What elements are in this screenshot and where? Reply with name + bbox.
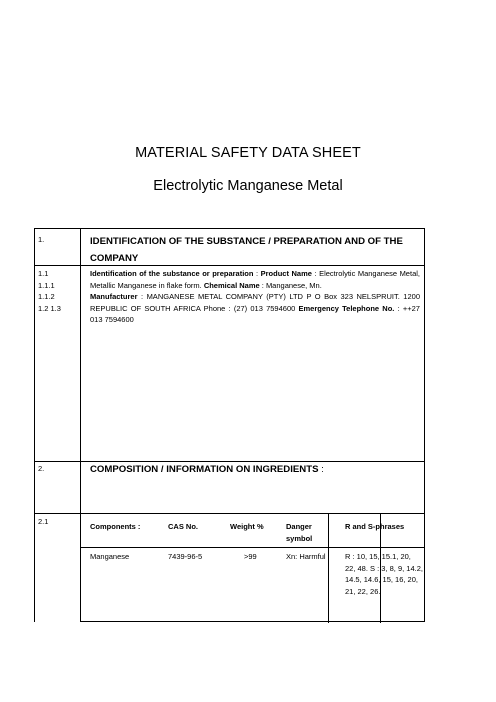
section-1-number: 1. bbox=[38, 235, 45, 244]
column-header-weight: Weight % bbox=[230, 522, 264, 531]
section-2-number: 2. bbox=[38, 464, 45, 473]
emergency-telephone-value: ++27 013 7594600 bbox=[90, 303, 420, 324]
manufacturer-label: Manufacturer bbox=[90, 292, 138, 301]
section-2-heading-suffix: : bbox=[321, 464, 324, 475]
document-subtitle: Electrolytic Manganese Metal bbox=[153, 178, 343, 194]
chemical-name-label: Chemical Name bbox=[203, 280, 260, 290]
manufacturer-value: MANGANESE METAL COMPANY (PTY) LTD P O Box 323 NELSPRUIT. 1200 REPUBLIC OF SOUTH AFRICA Phone : (27) 013 7594600 bbox=[90, 292, 420, 313]
subsection-2-1-number: 2.1 bbox=[38, 517, 49, 526]
section-1-divider bbox=[35, 265, 424, 266]
identification-label: Identification of the substance or preparation bbox=[90, 269, 254, 278]
subsection-number: 1.1.1 bbox=[38, 280, 55, 290]
section-1-body: Identification of the substance or preparation : Product Name : Electrolytic Manganese Metal, Metallic Manganese in flake form. Chemical Name : Manganese, Mn. Manufacturer : MANGANESE METAL COMPANY (PTY) LTD P O Box 323 NELSPRUIT. 1200 REPUBLIC OF SOUTH AFRICA Phone : (27) 013 7594600 Emergency Telephone No. : ++27 013 7594600 bbox=[90, 269, 420, 324]
msds-table bbox=[34, 228, 425, 622]
product-name-label: Product Name bbox=[260, 269, 312, 278]
subsection-number: 1.1 bbox=[38, 269, 49, 278]
column-header-phrases: R and S-phrases bbox=[345, 522, 405, 531]
section-1-heading: IDENTIFICATION OF THE SUBSTANCE / PREPARATION AND OF THE COMPANY bbox=[90, 236, 403, 264]
components-bottom-divider bbox=[80, 621, 425, 622]
column-header-danger: Danger symbol bbox=[286, 522, 313, 543]
cell-phrases: R : 10, 15, 15.1, 20, 22, 48. S : 3, 8, 9, 14.2, 14.5, 14.6, 15, 16, 20, 21, 22, 26. bbox=[345, 552, 423, 596]
components-table bbox=[80, 513, 425, 623]
subsection-number: 1.1.2 bbox=[38, 292, 55, 301]
cell-cas: 7439-96-5 bbox=[168, 552, 203, 561]
chemical-name-value: Manganese, Mn. bbox=[265, 280, 322, 290]
section-2-heading bbox=[90, 461, 415, 478]
cell-weight: >99 bbox=[244, 552, 257, 561]
components-header-divider bbox=[80, 547, 425, 548]
column-header-cas: CAS No. bbox=[168, 522, 198, 531]
components-column-divider bbox=[328, 513, 329, 623]
document-title: MATERIAL SAFETY DATA SHEET bbox=[135, 145, 361, 161]
cell-component: Manganese bbox=[90, 552, 130, 561]
product-name-value: Electrolytic Manganese Metal, Metallic Manganese in flake form. bbox=[90, 269, 420, 290]
section-2-heading-text: COMPOSITION / INFORMATION ON INGREDIENTS bbox=[90, 464, 319, 475]
cell-danger: Xn: Harmful bbox=[286, 552, 326, 561]
column-header-components: Components : bbox=[90, 522, 141, 531]
subsection-number: 1.2 1.3 bbox=[38, 303, 61, 313]
emergency-telephone-label: Emergency Telephone No. bbox=[298, 303, 395, 313]
